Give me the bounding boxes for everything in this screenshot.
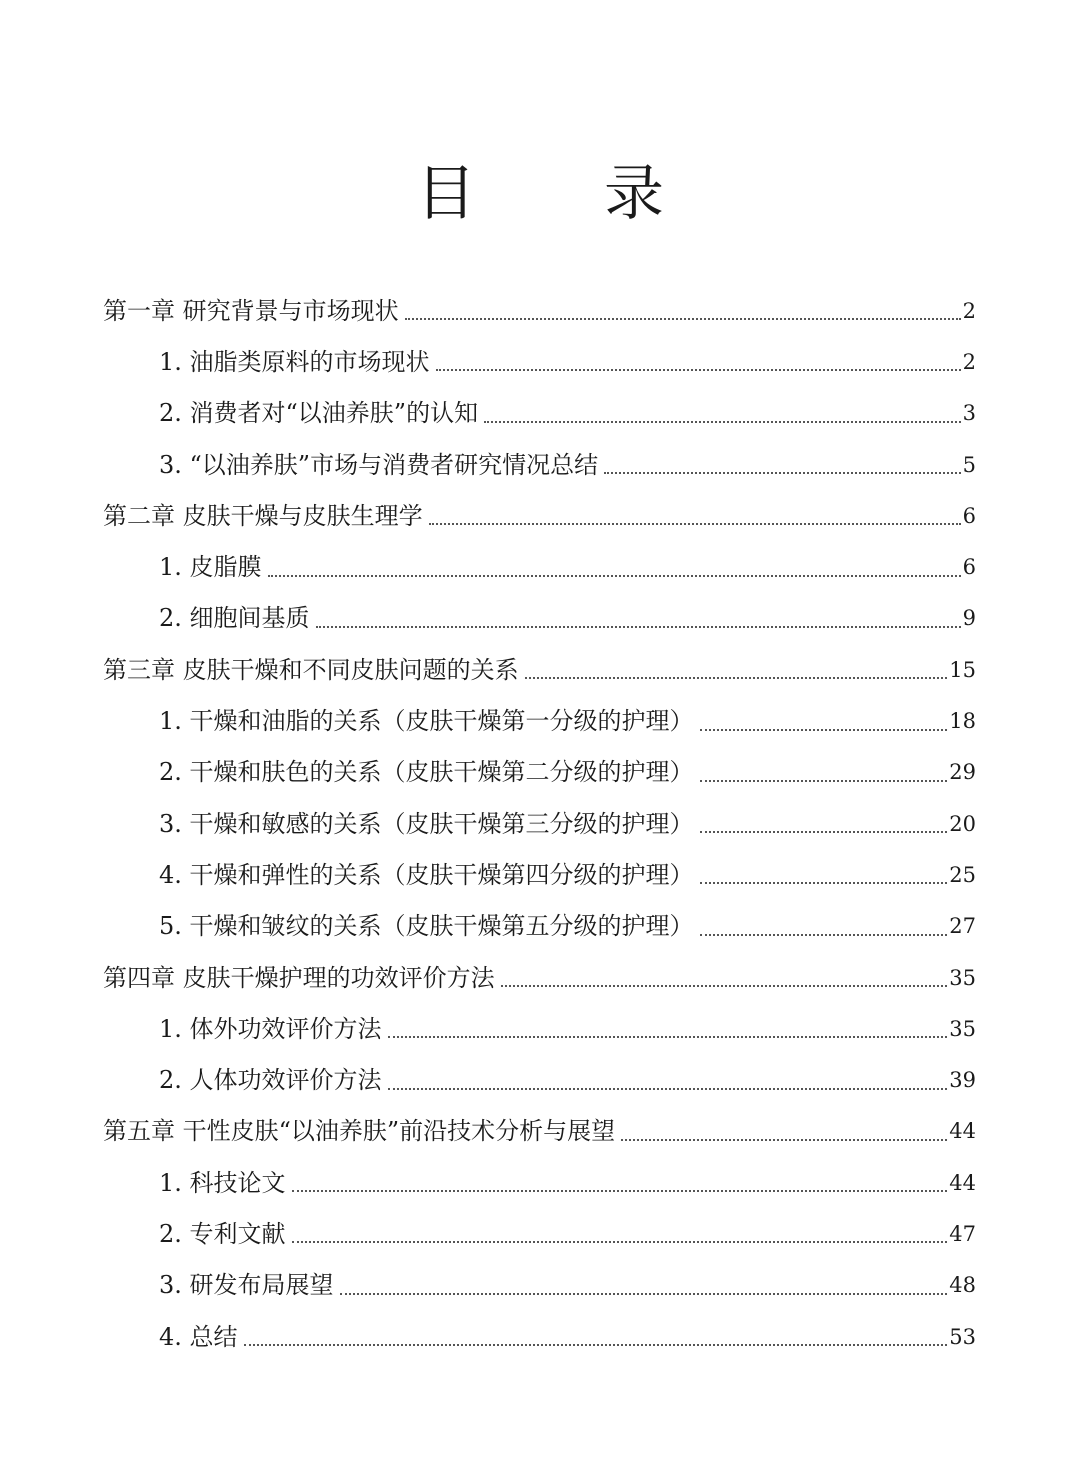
toc-entry-label: 1. 油脂类原料的市场现状 [159,347,430,376]
toc-entry-label: 第四章 皮肤干燥护理的功效评价方法 [103,963,495,992]
toc-section-entry[interactable] [103,1260,976,1311]
toc-section-entry[interactable] [103,541,976,592]
toc-chapter-entry[interactable] [103,1106,976,1157]
toc-entry-page-number: 15 [949,657,976,682]
toc-entry-page-number: 44 [949,1170,976,1195]
dot-leader [292,1189,948,1192]
toc-section-entry[interactable] [103,849,976,900]
dot-leader [268,574,961,577]
toc-entry-label: 1. 皮脂膜 [159,553,262,582]
dot-leader [700,728,948,731]
toc-entry-label: 1. 干燥和油脂的关系（皮肤干燥第一分级的护理） [159,707,694,736]
toc-entry-label: 1. 科技论文 [159,1168,286,1197]
toc-chapter-entry[interactable] [103,644,976,695]
toc-entry-page-number: 35 [949,965,976,990]
dot-leader [501,984,948,987]
toc-entry-page-number: 48 [949,1273,976,1298]
toc-entry-label: 4. 总结 [159,1322,238,1351]
dot-leader [436,368,961,371]
dot-leader [244,1343,948,1346]
toc-entry-page-number: 18 [949,709,976,734]
toc-section-entry[interactable] [103,593,976,644]
dot-leader [484,420,961,423]
toc-chapter-entry[interactable] [103,490,976,541]
toc-entry-label: 4. 干燥和弹性的关系（皮肤干燥第四分级的护理） [159,860,694,889]
toc-entry-page-number: 3 [962,401,976,426]
toc-entry-page-number: 35 [949,1016,976,1041]
dot-leader [292,1240,948,1243]
toc-entry-label: 3. 干燥和敏感的关系（皮肤干燥第三分级的护理） [159,809,694,838]
toc-section-entry[interactable] [103,798,976,849]
dot-leader [340,1292,948,1295]
dot-leader [700,881,948,884]
toc-entry-label: 3. “以油养肤”市场与消费者研究情况总结 [159,450,599,479]
toc-entry-page-number: 6 [962,503,976,528]
toc-entry-page-number: 29 [949,760,976,785]
dot-leader [525,676,948,679]
toc-section-entry[interactable] [103,695,976,746]
toc-entry-label: 第五章 干性皮肤“以油养肤”前沿技术分析与展望 [103,1117,616,1146]
toc-section-entry[interactable] [103,1311,976,1362]
dot-leader [700,779,948,782]
toc-section-entry[interactable] [103,1157,976,1208]
toc-entry-page-number: 2 [962,298,976,323]
dot-leader [700,830,948,833]
toc-chapter-entry[interactable] [103,952,976,1003]
dot-leader [621,1138,947,1141]
page-title: 目 录 [416,159,698,229]
toc-entry-label: 第三章 皮肤干燥和不同皮肤问题的关系 [103,655,519,684]
dot-leader [316,625,961,628]
dot-leader [388,1035,948,1038]
toc-entry-label: 第一章 研究背景与市场现状 [103,296,399,325]
toc-section-entry[interactable] [103,1054,976,1105]
toc-entry-label: 第二章 皮肤干燥与皮肤生理学 [103,501,423,530]
toc-entry-label: 2. 专利文献 [159,1219,286,1248]
toc-entry-label: 2. 消费者对“以油养肤”的认知 [159,399,479,428]
dot-leader [405,317,961,320]
toc-entry-label: 1. 体外功效评价方法 [159,1014,382,1043]
toc-section-entry[interactable] [103,336,976,387]
toc-entry-page-number: 47 [949,1221,976,1246]
toc-entry-page-number: 5 [962,452,976,477]
toc-entry-page-number: 20 [949,811,976,836]
toc-section-entry[interactable] [103,388,976,439]
toc-entry-page-number: 6 [962,555,976,580]
dot-leader [429,522,961,525]
toc-chapter-entry[interactable] [103,285,976,336]
dot-leader [604,471,961,474]
toc-section-entry[interactable] [103,901,976,952]
dot-leader [700,933,948,936]
dot-leader [388,1087,948,1090]
toc-entry-page-number: 9 [962,606,976,631]
toc-entry-page-number: 25 [949,862,976,887]
toc-entry-label: 2. 人体功效评价方法 [159,1066,382,1095]
toc-entry-page-number: 2 [962,349,976,374]
toc-entry-page-number: 27 [949,914,976,939]
toc-section-entry[interactable] [103,747,976,798]
toc-entry-page-number: 44 [949,1119,976,1144]
toc-entry-label: 2. 细胞间基质 [159,604,310,633]
toc-section-entry[interactable] [103,1003,976,1054]
toc-entry-label: 5. 干燥和皱纹的关系（皮肤干燥第五分级的护理） [159,912,694,941]
table-of-contents [103,285,976,1362]
toc-entry-page-number: 39 [949,1068,976,1093]
toc-entry-label: 3. 研发布局展望 [159,1271,334,1300]
toc-entry-label: 2. 干燥和肤色的关系（皮肤干燥第二分级的护理） [159,758,694,787]
toc-section-entry[interactable] [103,1208,976,1259]
toc-section-entry[interactable] [103,439,976,490]
toc-entry-page-number: 53 [949,1324,976,1349]
